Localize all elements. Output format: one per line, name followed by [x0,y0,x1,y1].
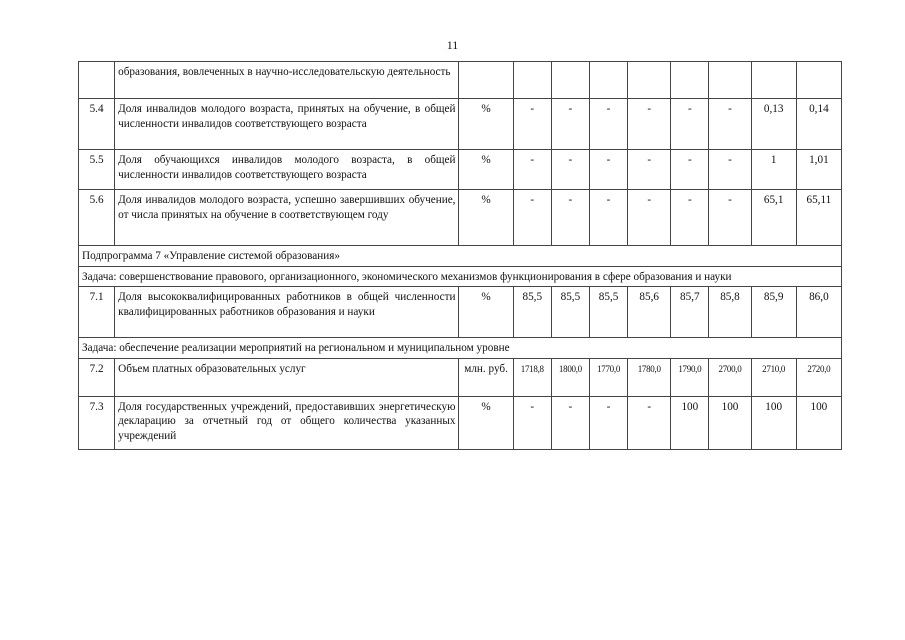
indicator-value [513,62,551,99]
indicator-value: - [589,190,627,246]
indicator-value [671,62,709,99]
indicator-value: - [589,150,627,190]
indicator-value: - [628,150,671,190]
indicator-value: 100 [796,396,841,449]
indicator-value: 0,13 [751,99,796,150]
indicator-number: 5.4 [79,99,115,150]
indicator-value: - [551,396,589,449]
indicator-value: 85,5 [589,287,627,338]
table-row [79,358,842,396]
indicator-unit: % [459,99,513,150]
indicators-table [78,61,842,450]
indicator-name: Доля высококвалифицированных работников в общей численности квалифицированных работников образования и науки [115,287,459,338]
page-number: 11 [446,38,459,52]
indicator-value: - [551,150,589,190]
indicator-value: - [551,190,589,246]
indicator-value: - [513,150,551,190]
indicator-value: - [513,99,551,150]
indicator-number [79,62,115,99]
indicator-value: 1,01 [796,150,841,190]
indicator-value: 85,5 [513,287,551,338]
indicator-name: образования, вовлеченных в научно-исследовательскую деятельность [115,62,459,99]
indicator-name: Доля инвалидов молодого возраста, принятых на обучение, в общей численности инвалидов соответствующего возраста [115,99,459,150]
indicator-name: Доля инвалидов молодого возраста, успешно завершивших обучение, от числа принятых на обучение в соответствующем году [115,190,459,246]
indicator-value: - [589,396,627,449]
indicator-value: 1800,0 [551,358,589,396]
indicator-number: 7.2 [79,358,115,396]
indicator-value: - [628,396,671,449]
indicator-value: - [671,99,709,150]
indicator-number: 5.6 [79,190,115,246]
table-row [79,150,842,190]
indicator-value: 85,7 [671,287,709,338]
indicator-value: 65,1 [751,190,796,246]
indicator-value: 1780,0 [628,358,671,396]
section-row [79,266,842,287]
indicator-value: - [513,190,551,246]
indicator-value: 1770,0 [589,358,627,396]
indicator-unit: % [459,287,513,338]
indicator-value [709,62,751,99]
indicator-value [551,62,589,99]
table-row [79,396,842,449]
indicator-unit: млн. руб. [459,358,513,396]
table-body [79,62,842,450]
section-row [79,338,842,359]
indicator-value: 85,5 [551,287,589,338]
indicator-value: - [671,150,709,190]
indicator-unit: % [459,396,513,449]
indicator-value: 85,9 [751,287,796,338]
section-title: Задача: обеспечение реализации мероприятий на региональном и муниципальном уровне [79,338,842,359]
indicator-unit [459,62,513,99]
indicator-value: - [709,150,751,190]
indicator-number: 7.1 [79,287,115,338]
table-row [79,190,842,246]
indicator-value: 85,8 [709,287,751,338]
indicator-unit: % [459,190,513,246]
indicator-number: 7.3 [79,396,115,449]
indicator-value: - [709,190,751,246]
indicator-value: - [551,99,589,150]
indicator-value: 0,14 [796,99,841,150]
section-title: Задача: совершенствование правового, организационного, экономического механизмов функционирования в сфере образования и науки [79,266,842,287]
indicator-value: 2710,0 [751,358,796,396]
indicator-value: - [513,396,551,449]
indicator-value: 100 [751,396,796,449]
table-row [79,99,842,150]
indicator-value: - [709,99,751,150]
indicator-unit: % [459,150,513,190]
indicator-value: 100 [709,396,751,449]
indicator-value: - [671,190,709,246]
indicator-value [751,62,796,99]
indicator-value: 2720,0 [796,358,841,396]
indicator-value: - [628,190,671,246]
indicator-value: - [589,99,627,150]
section-title: Подпрограмма 7 «Управление системой образования» [79,246,842,267]
indicator-value: 86,0 [796,287,841,338]
indicator-value [796,62,841,99]
indicator-name: Объем платных образовательных услуг [115,358,459,396]
indicator-value: 1718,8 [513,358,551,396]
indicator-value: 65,11 [796,190,841,246]
indicator-name: Доля обучающихся инвалидов молодого возраста, в общей численности инвалидов соответствующего возраста [115,150,459,190]
section-row [79,246,842,267]
indicator-value [589,62,627,99]
indicator-value: 85,6 [628,287,671,338]
indicator-number: 5.5 [79,150,115,190]
indicator-value: 100 [671,396,709,449]
indicator-value: 1 [751,150,796,190]
table-row [79,62,842,99]
indicator-name: Доля государственных учреждений, предоставивших энергетическую декларацию за отчетный год от общего количества указанных учреждений [115,396,459,449]
indicator-value: 1790,0 [671,358,709,396]
indicator-value: - [628,99,671,150]
table-row [79,287,842,338]
indicator-value: 2700,0 [709,358,751,396]
indicator-value [628,62,671,99]
